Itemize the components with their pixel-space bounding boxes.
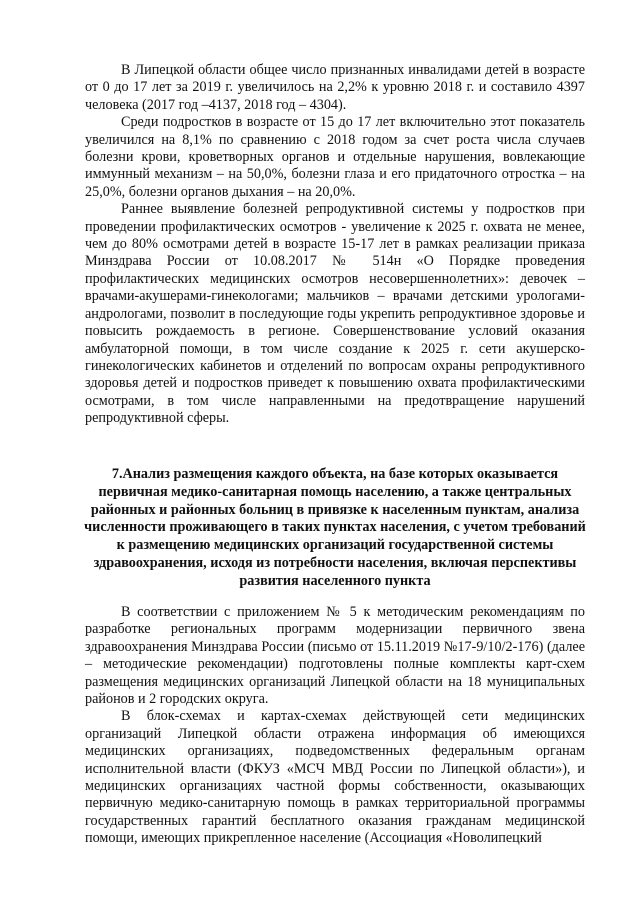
section-heading: 7.Анализ размещения каждого объекта, на базе которых оказывается первичная медико-санитарная помощь населению, а также центральных районных и районных больниц в привязке к населенным пунктам, анализа численности проживающего в таких пунктах населения, с учетом требований к размещению медицинских организаций государственной системы здравоохранения, исходя из потребности населения, включая перспективы развития населенного пункта [84,466,586,589]
paragraph-methodical-recommendations: В соответствии с приложением № 5 к методическим рекомендациям по разработке региональных программ модернизации первичного звена здравоохранения Минздрава России (письмо от 15.11.2019 №17-9/10/2-176) (далее – методические рекомендации) подготовлены полные комплекты карт-схем размещения медицинских организаций Липецкой области на 18 муниципальных районов и 2 городских округа. [85,604,585,708]
paragraph-reproductive-health: Раннее выявление болезней репродуктивной системы у подростков при проведении профилактических осмотров - увеличение к 2025 г. охвата не менее, чем до 80% осмотрами детей в возрасте 15-17 лет в рамках реализации приказа Минздрава России от 10.08.2017 № 514н «О Порядке проведения профилактических медицинских осмотров несовершеннолетних»: девочек – врачами-акушерами-гинекологами; мальчиков – врачами детскими урологами-андрологами, позволит в последующие годы укрепить репродуктивное здоровье и повысить рождаемость в регионе. Совершенствование условий оказания амбулаторной помощи, в том числе создание к 2025 г. сети акушерско-гинекологических кабинетов и отделений по вопросам охраны репродуктивного здоровья детей и подростков приведет к повышению охвата профилактическими осмотрами, в том числе направленными на предотвращение нарушений репродуктивной сферы. [85,201,585,427]
body-text-bottom [85,604,585,848]
paragraph-disabled-children: В Липецкой области общее число признанных инвалидами детей в возрасте от 0 до 17 лет за 2019 г. увеличилось на 2,2% к уровню 2018 г. и составило 4397 человека (2017 год –4137, 2018 год – 4304). [85,62,585,113]
paragraph-block-schemes: В блок-схемах и картах-схемах действующей сети медицинских организаций Липецкой области отражена информация об имеющихся медицинских организациях, подведомственных федеральным органам исполнительной власти (ФКУЗ «МСЧ МВД России по Липецкой области»), и медицинских организациях частной формы собственности, оказывающих первичную медико-санитарную помощь в рамках территориальной программы государственных гарантий бесплатного оказания гражданам медицинской помощи, имеющих прикрепленное население (Ассоциация «Новолипецкий [85,708,585,847]
paragraph-adolescents-indicator: Среди подростков в возрасте от 15 до 17 лет включительно этот показатель увеличился на 8,1% по сравнению с 2018 годом за счет роста числа случаев болезни крови, кроветворных органов и отдельные нарушения, вовлекающие иммунный механизм – на 50,0%, болезни глаза и его придаточного отростка – на 25,0%, болезни органов дыхания – на 20,0%. [85,114,585,200]
body-text-top [85,62,585,428]
